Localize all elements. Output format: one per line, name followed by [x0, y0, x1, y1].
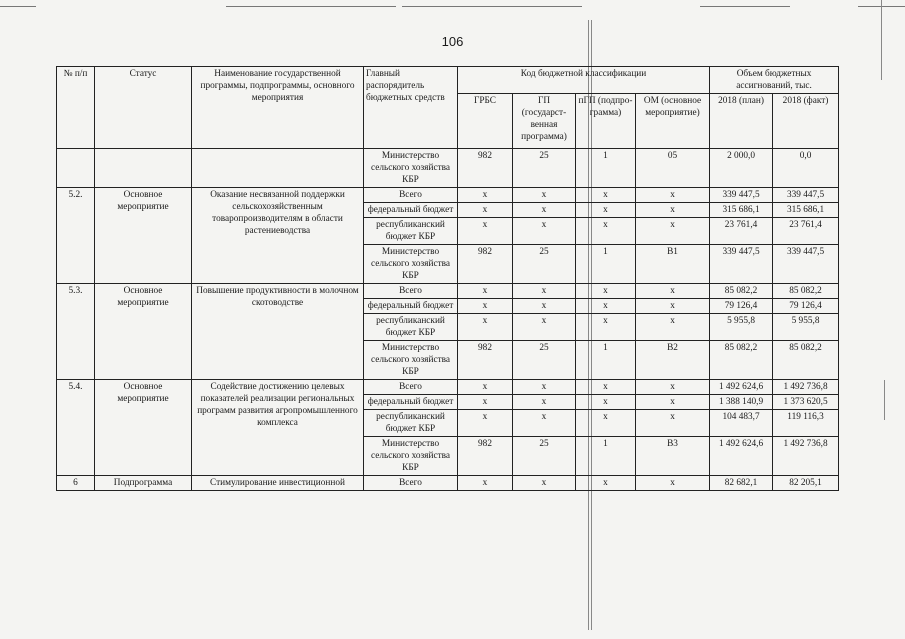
- table-body: [57, 149, 839, 188]
- cell-gp: x: [513, 299, 576, 314]
- cell-fact: 85 082,2: [773, 341, 839, 380]
- cell-gp: x: [513, 380, 576, 395]
- cell-om: x: [636, 218, 710, 245]
- cell-grbs: x: [458, 476, 513, 491]
- cell-gp: x: [513, 188, 576, 203]
- cell-source: Министерство сельского хозяйства КБР: [364, 341, 458, 380]
- cell-grbs: x: [458, 410, 513, 437]
- cell-grbs: x: [458, 203, 513, 218]
- cell-source: Всего: [364, 476, 458, 491]
- table-row: [57, 380, 839, 395]
- cell-plan: 82 682,1: [710, 476, 773, 491]
- cell-source: Всего: [364, 188, 458, 203]
- cell-fact: 5 955,8: [773, 314, 839, 341]
- cell-grbs: 982: [458, 149, 513, 188]
- cell-om: x: [636, 314, 710, 341]
- cell-om: x: [636, 284, 710, 299]
- cell-pgp: x: [576, 395, 636, 410]
- scan-edge-line: [884, 380, 885, 420]
- cell-om: x: [636, 476, 710, 491]
- cell-status: Основное мероприятие: [95, 380, 192, 476]
- cell-status: Основное мероприятие: [95, 188, 192, 284]
- cell-pgp: 1: [576, 341, 636, 380]
- cell-fact: 82 205,1: [773, 476, 839, 491]
- cell-om: x: [636, 395, 710, 410]
- cell-source: Министерство сельского хозяйства КБР: [364, 149, 458, 188]
- col-header-grbs: ГРБС: [458, 94, 513, 149]
- cell-plan: 85 082,2: [710, 341, 773, 380]
- cell-plan: 1 492 624,6: [710, 380, 773, 395]
- cell-source: республиканский бюджет КБР: [364, 218, 458, 245]
- cell-pgp: x: [576, 299, 636, 314]
- cell-grbs: 982: [458, 245, 513, 284]
- cell-fact: 23 761,4: [773, 218, 839, 245]
- cell-status: [95, 149, 192, 188]
- cell-plan: 85 082,2: [710, 284, 773, 299]
- cell-om: B2: [636, 341, 710, 380]
- cell-num: 5.4.: [57, 380, 95, 476]
- cell-name: Повышение продуктивности в молочном скотоводстве: [192, 284, 364, 380]
- cell-num: [57, 149, 95, 188]
- last-body: [57, 476, 839, 491]
- cell-grbs: x: [458, 188, 513, 203]
- cell-name: Содействие достижению целевых показателей реализации региональных программ развития агропромышленного комплекса: [192, 380, 364, 476]
- cell-fact: 1 373 620,5: [773, 395, 839, 410]
- cell-source: федеральный бюджет: [364, 299, 458, 314]
- cell-gp: x: [513, 218, 576, 245]
- table-row: [57, 149, 839, 188]
- cell-pgp: x: [576, 380, 636, 395]
- cell-pgp: 1: [576, 149, 636, 188]
- cell-grbs: x: [458, 284, 513, 299]
- col-header-bcc: Код бюджетной классификации: [458, 67, 710, 94]
- cell-gp: x: [513, 314, 576, 341]
- col-header-pgp: пГП (подпро-грамма): [576, 94, 636, 149]
- cell-pgp: x: [576, 188, 636, 203]
- col-header-manager: Главный распорядитель бюджетных средств: [364, 67, 458, 149]
- cell-fact: 315 686,1: [773, 203, 839, 218]
- cell-fact: 339 447,5: [773, 188, 839, 203]
- cell-gp: x: [513, 410, 576, 437]
- col-header-plan: 2018 (план): [710, 94, 773, 149]
- cell-status: Подпрограмма: [95, 476, 192, 491]
- cell-pgp: x: [576, 218, 636, 245]
- cell-name: [192, 149, 364, 188]
- cell-gp: x: [513, 395, 576, 410]
- cell-grbs: x: [458, 380, 513, 395]
- cell-plan: 1 492 624,6: [710, 437, 773, 476]
- cell-plan: 315 686,1: [710, 203, 773, 218]
- cell-gp: x: [513, 203, 576, 218]
- table-row: [57, 476, 839, 491]
- cell-num: 6: [57, 476, 95, 491]
- cell-source: Министерство сельского хозяйства КБР: [364, 437, 458, 476]
- cell-pgp: x: [576, 203, 636, 218]
- groups-body: [57, 188, 839, 476]
- budget-table: [56, 66, 839, 491]
- cell-om: B3: [636, 437, 710, 476]
- cell-source: республиканский бюджет КБР: [364, 314, 458, 341]
- cell-fact: 119 116,3: [773, 410, 839, 437]
- cell-plan: 339 447,5: [710, 245, 773, 284]
- cell-om: x: [636, 203, 710, 218]
- cell-fact: 339 447,5: [773, 245, 839, 284]
- cell-gp: x: [513, 284, 576, 299]
- col-header-fact: 2018 (факт): [773, 94, 839, 149]
- cell-plan: 23 761,4: [710, 218, 773, 245]
- col-header-status: Статус: [95, 67, 192, 149]
- col-header-volume: Объем бюджетных ассигнований, тыс.: [710, 67, 839, 94]
- scan-rule: [402, 6, 582, 7]
- cell-grbs: 982: [458, 437, 513, 476]
- cell-num: 5.2.: [57, 188, 95, 284]
- cell-plan: 79 126,4: [710, 299, 773, 314]
- cell-grbs: x: [458, 218, 513, 245]
- scan-rule: [226, 6, 396, 7]
- cell-source: Всего: [364, 284, 458, 299]
- cell-source: Министерство сельского хозяйства КБР: [364, 245, 458, 284]
- table-row: [57, 188, 839, 203]
- cell-fact: 1 492 736,8: [773, 437, 839, 476]
- cell-fact: 85 082,2: [773, 284, 839, 299]
- cell-gp: 25: [513, 149, 576, 188]
- scan-rule: [700, 6, 790, 7]
- cell-pgp: x: [576, 410, 636, 437]
- cell-plan: 5 955,8: [710, 314, 773, 341]
- cell-source: федеральный бюджет: [364, 395, 458, 410]
- cell-grbs: x: [458, 314, 513, 341]
- cell-source: Всего: [364, 380, 458, 395]
- cell-pgp: 1: [576, 245, 636, 284]
- cell-name: Оказание несвязанной поддержки сельскохозяйственным товаропроизводителям в области растениеводства: [192, 188, 364, 284]
- header-row: [57, 67, 839, 94]
- cell-fact: 79 126,4: [773, 299, 839, 314]
- cell-pgp: x: [576, 314, 636, 341]
- cell-fact: 1 492 736,8: [773, 380, 839, 395]
- cell-om: x: [636, 188, 710, 203]
- cell-grbs: x: [458, 395, 513, 410]
- cell-fact: 0,0: [773, 149, 839, 188]
- page-number: 106: [441, 34, 464, 49]
- cell-gp: 25: [513, 437, 576, 476]
- cell-plan: 339 447,5: [710, 188, 773, 203]
- cell-om: 05: [636, 149, 710, 188]
- scan-rule: [0, 6, 36, 7]
- cell-om: x: [636, 410, 710, 437]
- cell-pgp: 1: [576, 437, 636, 476]
- cell-gp: 25: [513, 245, 576, 284]
- cell-pgp: x: [576, 476, 636, 491]
- cell-om: x: [636, 380, 710, 395]
- cell-gp: 25: [513, 341, 576, 380]
- cell-source: федеральный бюджет: [364, 203, 458, 218]
- cell-grbs: 982: [458, 341, 513, 380]
- cell-status: Основное мероприятие: [95, 284, 192, 380]
- cell-grbs: x: [458, 299, 513, 314]
- cell-om: x: [636, 299, 710, 314]
- cell-gp: x: [513, 476, 576, 491]
- table-row: [57, 284, 839, 299]
- cell-source: республиканский бюджет КБР: [364, 410, 458, 437]
- cell-num: 5.3.: [57, 284, 95, 380]
- cell-pgp: x: [576, 284, 636, 299]
- cell-plan: 2 000,0: [710, 149, 773, 188]
- col-header-name: Наименование государственной программы, подпрограммы, основного мероприятия: [192, 67, 364, 149]
- col-header-num: № п/п: [57, 67, 95, 149]
- cell-name: Стимулирование инвестиционной: [192, 476, 364, 491]
- cell-plan: 104 483,7: [710, 410, 773, 437]
- cell-plan: 1 388 140,9: [710, 395, 773, 410]
- col-header-gp: ГП (государст-венная программа): [513, 94, 576, 149]
- cell-om: B1: [636, 245, 710, 284]
- col-header-om: ОМ (основное мероприятие): [636, 94, 710, 149]
